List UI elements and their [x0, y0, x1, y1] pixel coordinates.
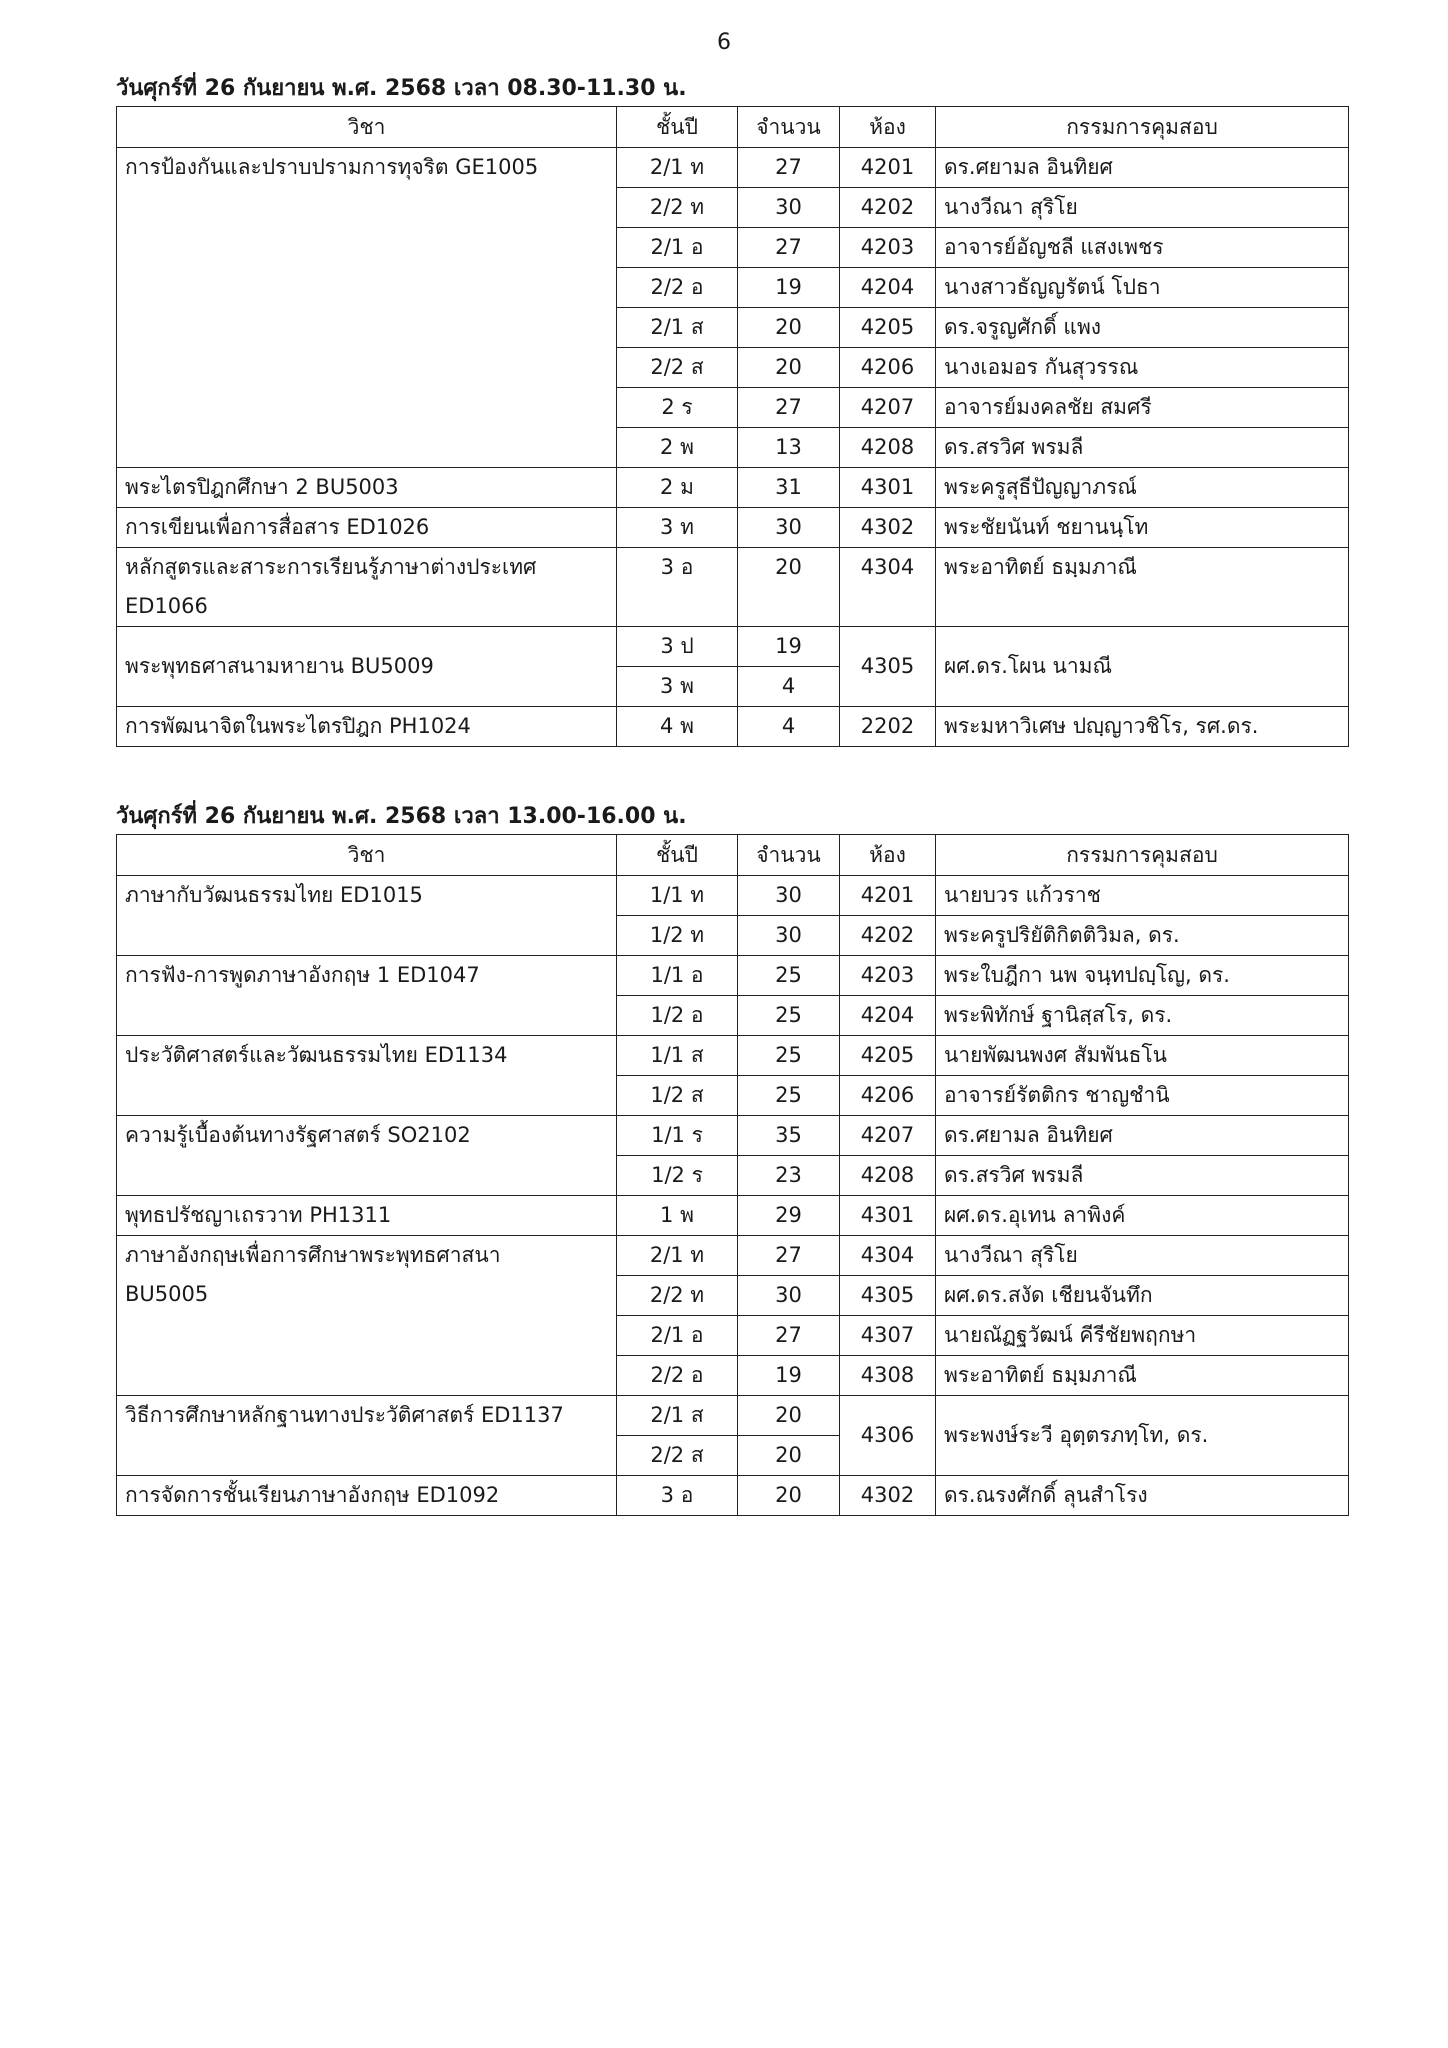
- table-row: [117, 548, 1349, 627]
- proctor-cell: พระใบฎีกา นพ จนฺทปญฺโญ, ดร.: [936, 956, 1349, 996]
- room-cell: 2202: [840, 707, 936, 747]
- table-row: [117, 627, 1349, 667]
- proctor-cell: ดร.สรวิศ พรมลี: [936, 1156, 1349, 1196]
- year-cell: 2/1 ท: [617, 1236, 738, 1276]
- year-cell: 2/1 ส: [617, 308, 738, 348]
- year-cell: 1/2 ร: [617, 1156, 738, 1196]
- year-cell: 2/1 ส: [617, 1396, 738, 1436]
- year-cell: 3 ท: [617, 508, 738, 548]
- room-cell: 4305: [840, 1276, 936, 1316]
- header-year: ชั้นปี: [617, 835, 738, 876]
- subject-line: หลักสูตรและสาระการเรียนรู้ภาษาต่างประเทศ: [125, 555, 537, 579]
- proctor-cell: นางวีณา สุริโย: [936, 188, 1349, 228]
- subject-cell: วิธีการศึกษาหลักฐานทางประวัติศาสตร์ ED1137: [117, 1396, 617, 1476]
- table-row: [117, 1476, 1349, 1516]
- count-cell: 20: [738, 348, 840, 388]
- table-row: [117, 1036, 1349, 1076]
- count-cell: 35: [738, 1116, 840, 1156]
- header-subject: วิชา: [117, 107, 617, 148]
- proctor-cell: ผศ.ดร.อุเทน ลาพิงค์: [936, 1196, 1349, 1236]
- subject-cell: การป้องกันและปราบปรามการทุจริต GE1005: [117, 148, 617, 468]
- year-cell: 2/1 อ: [617, 228, 738, 268]
- room-cell: 4307: [840, 1316, 936, 1356]
- room-cell: 4301: [840, 1196, 936, 1236]
- count-cell: 27: [738, 148, 840, 188]
- room-cell: 4208: [840, 1156, 936, 1196]
- count-cell: 13: [738, 428, 840, 468]
- count-cell: 20: [738, 1476, 840, 1516]
- count-cell: 29: [738, 1196, 840, 1236]
- proctor-cell: ดร.จรูญศักดิ์ แพง: [936, 308, 1349, 348]
- subject-cell: ประวัติศาสตร์และวัฒนธรรมไทย ED1134: [117, 1036, 617, 1116]
- year-cell: 1/1 ท: [617, 876, 738, 916]
- year-cell: 1 พ: [617, 1196, 738, 1236]
- room-cell: 4308: [840, 1356, 936, 1396]
- year-cell: 1/2 ท: [617, 916, 738, 956]
- year-cell: 2/2 ท: [617, 188, 738, 228]
- table-row: [117, 707, 1349, 747]
- subject-cell: ภาษากับวัฒนธรรมไทย ED1015: [117, 876, 617, 956]
- room-cell: 4304: [840, 548, 936, 627]
- count-cell: 30: [738, 508, 840, 548]
- room-cell: 4203: [840, 956, 936, 996]
- room-cell: 4306: [840, 1396, 936, 1476]
- count-cell: 30: [738, 916, 840, 956]
- year-cell: 3 ป: [617, 627, 738, 667]
- proctor-cell: อาจารย์มงคลชัย สมศรี: [936, 388, 1349, 428]
- proctor-cell: ผศ.ดร.สงัด เชียนจันทึก: [936, 1276, 1349, 1316]
- count-cell: 19: [738, 627, 840, 667]
- count-cell: 30: [738, 876, 840, 916]
- header-room: ห้อง: [840, 107, 936, 148]
- header-proctor: กรรมการคุมสอบ: [936, 107, 1349, 148]
- year-cell: 2 ร: [617, 388, 738, 428]
- proctor-cell: ดร.ณรงศักดิ์ ลุนสำโรง: [936, 1476, 1349, 1516]
- proctor-cell: ดร.ศยามล อินทิยศ: [936, 1116, 1349, 1156]
- room-cell: 4302: [840, 508, 936, 548]
- count-cell: 19: [738, 1356, 840, 1396]
- subject-line: BU5005: [125, 1282, 209, 1306]
- subject-line: ภาษาอังกฤษเพื่อการศึกษาพระพุทธศาสนา: [125, 1243, 501, 1267]
- year-cell: 2/2 อ: [617, 1356, 738, 1396]
- count-cell: 25: [738, 1036, 840, 1076]
- room-cell: 4305: [840, 627, 936, 707]
- subject-cell: พุทธปรัชญาเถรวาท PH1311: [117, 1196, 617, 1236]
- header-room: ห้อง: [840, 835, 936, 876]
- year-cell: 2/2 อ: [617, 268, 738, 308]
- year-cell: 1/1 ส: [617, 1036, 738, 1076]
- count-cell: 20: [738, 1396, 840, 1436]
- count-cell: 27: [738, 1236, 840, 1276]
- header-count: จำนวน: [738, 107, 840, 148]
- table-row: [117, 876, 1349, 916]
- table-row: [117, 468, 1349, 508]
- year-cell: 2/1 ท: [617, 148, 738, 188]
- room-cell: 4207: [840, 388, 936, 428]
- table-row: [117, 1196, 1349, 1236]
- table-row: [117, 956, 1349, 996]
- proctor-cell: ดร.ศยามล อินทิยศ: [936, 148, 1349, 188]
- page-number: 6: [717, 30, 731, 55]
- year-cell: 1/2 ส: [617, 1076, 738, 1116]
- count-cell: 25: [738, 956, 840, 996]
- proctor-cell: นางสาวธัญญรัตน์ โปธา: [936, 268, 1349, 308]
- year-cell: 1/1 ร: [617, 1116, 738, 1156]
- count-cell: 20: [738, 548, 840, 627]
- room-cell: 4203: [840, 228, 936, 268]
- count-cell: 19: [738, 268, 840, 308]
- table-row: [117, 1236, 1349, 1276]
- count-cell: 20: [738, 1436, 840, 1476]
- room-cell: 4201: [840, 876, 936, 916]
- count-cell: 4: [738, 707, 840, 747]
- year-cell: 2 พ: [617, 428, 738, 468]
- proctor-cell: พระครูปริยัติกิตติวิมล, ดร.: [936, 916, 1349, 956]
- table-header-row: [117, 107, 1349, 148]
- year-cell: 2 ม: [617, 468, 738, 508]
- proctor-cell: พระพิทักษ์ ฐานิสฺสโร, ดร.: [936, 996, 1349, 1036]
- room-cell: 4301: [840, 468, 936, 508]
- session-morning: [116, 72, 1348, 747]
- count-cell: 25: [738, 996, 840, 1036]
- count-cell: 25: [738, 1076, 840, 1116]
- subject-cell: ความรู้เบื้องต้นทางรัฐศาสตร์ SO2102: [117, 1116, 617, 1196]
- table-row: [117, 1116, 1349, 1156]
- proctor-cell: อาจารย์อัญชลี แสงเพชร: [936, 228, 1349, 268]
- proctor-cell: นางเอมอร กันสุวรรณ: [936, 348, 1349, 388]
- count-cell: 31: [738, 468, 840, 508]
- count-cell: 30: [738, 188, 840, 228]
- year-cell: 3 อ: [617, 1476, 738, 1516]
- proctor-cell: พระอาทิตย์ ธมฺมภาณี: [936, 1356, 1349, 1396]
- room-cell: 4206: [840, 1076, 936, 1116]
- year-cell: 2/1 อ: [617, 1316, 738, 1356]
- proctor-cell: นายณัฏฐวัฒน์ คีรีชัยพฤกษา: [936, 1316, 1349, 1356]
- year-cell: 3 พ: [617, 667, 738, 707]
- subject-cell: พระไตรปิฎกศึกษา 2 BU5003: [117, 468, 617, 508]
- year-cell: 2/2 ส: [617, 1436, 738, 1476]
- session-afternoon: [116, 800, 1348, 1516]
- subject-cell: [117, 1236, 617, 1396]
- table-row: [117, 508, 1349, 548]
- year-cell: 4 พ: [617, 707, 738, 747]
- subject-cell: พระพุทธศาสนามหายาน BU5009: [117, 627, 617, 707]
- proctor-cell: พระมหาวิเศษ ปญฺญาวชิโร, รศ.ดร.: [936, 707, 1349, 747]
- proctor-cell: พระพงษ์ระวี อุตฺตรภทฺโท, ดร.: [936, 1396, 1349, 1476]
- proctor-cell: ดร.สรวิศ พรมลี: [936, 428, 1349, 468]
- count-cell: 23: [738, 1156, 840, 1196]
- count-cell: 20: [738, 308, 840, 348]
- subject-cell: การพัฒนาจิตในพระไตรปิฎก PH1024: [117, 707, 617, 747]
- subject-cell: การฟัง-การพูดภาษาอังกฤษ 1 ED1047: [117, 956, 617, 1036]
- table-row: [117, 1396, 1349, 1436]
- count-cell: 27: [738, 388, 840, 428]
- subject-cell: [117, 548, 617, 627]
- header-subject: วิชา: [117, 835, 617, 876]
- session-title: วันศุกร์ที่ 26 กันยายน พ.ศ. 2568 เวลา 08.30-11.30 น.: [116, 76, 687, 101]
- count-cell: 4: [738, 667, 840, 707]
- table-header-row: [117, 835, 1349, 876]
- room-cell: 4205: [840, 1036, 936, 1076]
- year-cell: 1/2 อ: [617, 996, 738, 1036]
- count-cell: 30: [738, 1276, 840, 1316]
- room-cell: 4207: [840, 1116, 936, 1156]
- proctor-cell: พระชัยนันท์ ชยานนฺโท: [936, 508, 1349, 548]
- subject-line: ED1066: [125, 594, 208, 618]
- proctor-cell: ผศ.ดร.โผน นามณี: [936, 627, 1349, 707]
- room-cell: 4208: [840, 428, 936, 468]
- room-cell: 4205: [840, 308, 936, 348]
- room-cell: 4206: [840, 348, 936, 388]
- year-cell: 2/2 ท: [617, 1276, 738, 1316]
- year-cell: 2/2 ส: [617, 348, 738, 388]
- proctor-cell: พระอาทิตย์ ธมฺมภาณี: [936, 548, 1349, 627]
- room-cell: 4202: [840, 916, 936, 956]
- room-cell: 4201: [840, 148, 936, 188]
- year-cell: 3 อ: [617, 548, 738, 627]
- room-cell: 4204: [840, 268, 936, 308]
- room-cell: 4204: [840, 996, 936, 1036]
- header-proctor: กรรมการคุมสอบ: [936, 835, 1349, 876]
- proctor-cell: นางวีณา สุริโย: [936, 1236, 1349, 1276]
- proctor-cell: พระครูสุธีปัญญาภรณ์: [936, 468, 1349, 508]
- session-title: วันศุกร์ที่ 26 กันยายน พ.ศ. 2568 เวลา 13.00-16.00 น.: [116, 804, 687, 829]
- count-cell: 27: [738, 228, 840, 268]
- header-year: ชั้นปี: [617, 107, 738, 148]
- proctor-cell: นายพัฒนพงศ สัมพันธโน: [936, 1036, 1349, 1076]
- subject-cell: การเขียนเพื่อการสื่อสาร ED1026: [117, 508, 617, 548]
- table-row: [117, 148, 1349, 188]
- count-cell: 27: [738, 1316, 840, 1356]
- room-cell: 4302: [840, 1476, 936, 1516]
- room-cell: 4202: [840, 188, 936, 228]
- year-cell: 1/1 อ: [617, 956, 738, 996]
- proctor-cell: นายบวร แก้วราช: [936, 876, 1349, 916]
- subject-cell: การจัดการชั้นเรียนภาษาอังกฤษ ED1092: [117, 1476, 617, 1516]
- header-count: จำนวน: [738, 835, 840, 876]
- exam-table: [116, 834, 1349, 1516]
- proctor-cell: อาจารย์รัตติกร ชาญชำนิ: [936, 1076, 1349, 1116]
- room-cell: 4304: [840, 1236, 936, 1276]
- exam-table: [116, 106, 1349, 747]
